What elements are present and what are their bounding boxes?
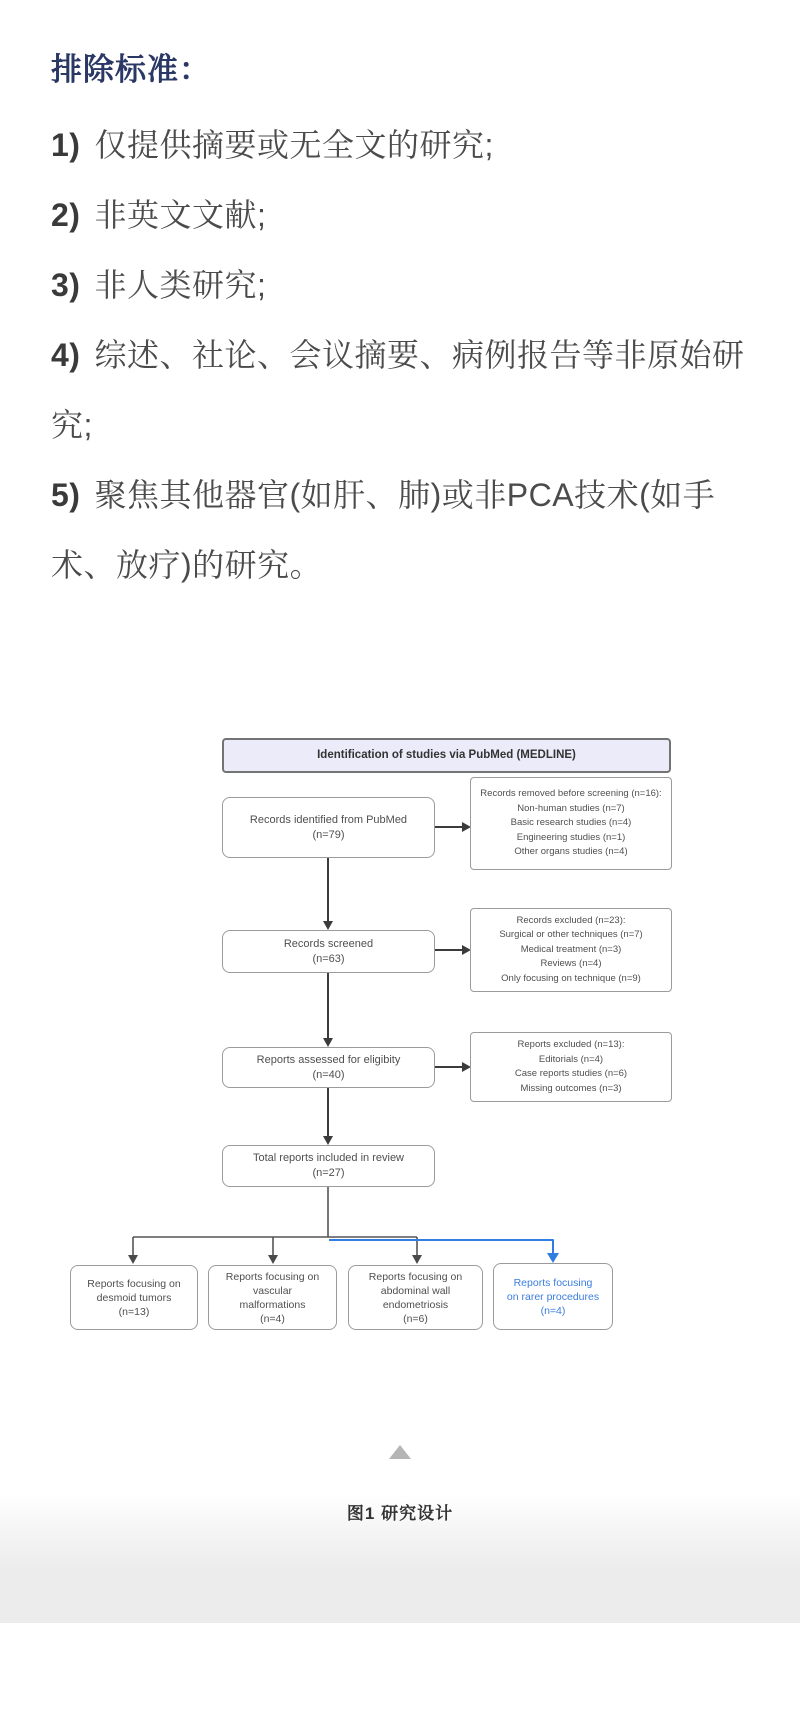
- flow-box-records-screened: [222, 930, 435, 973]
- box-line: Reports excluded (n=13):: [517, 1039, 625, 1050]
- arrowhead-icon: [323, 1038, 333, 1047]
- box-line: Medical treatment (n=3): [520, 943, 622, 955]
- box-line: endometriosis: [382, 1298, 449, 1311]
- box-line: (n=13): [118, 1305, 150, 1318]
- flow-box-vascular-malformations: [208, 1265, 337, 1330]
- box-line: Reports focusing on: [87, 1277, 181, 1290]
- box-line: Engineering studies (n=1): [516, 831, 626, 843]
- box-line: Editorials (n=4): [538, 1053, 604, 1065]
- box-line: Records removed before screening (n=16):: [480, 788, 662, 800]
- box-line: (n=4): [260, 1312, 285, 1325]
- flow-box-rarer-procedures: [493, 1263, 613, 1330]
- flow-box-reports-excluded: [470, 1032, 672, 1102]
- item-number: 5): [51, 477, 81, 513]
- box-line: Reports assessed for eligibity: [256, 1053, 401, 1066]
- item-number: 4): [51, 337, 81, 373]
- box-line: (n=63): [312, 952, 345, 965]
- box-line: Records screened: [283, 937, 374, 950]
- box-line: (n=79): [312, 828, 345, 841]
- flow-box-total-included: [222, 1145, 435, 1187]
- arrowhead-icon: [323, 921, 333, 930]
- flow-box-reports-assessed: [222, 1047, 435, 1088]
- collapse-triangle-icon[interactable]: [389, 1445, 411, 1459]
- flow-header-box: Identification of studies via PubMed (MEDLINE): [222, 738, 671, 773]
- box-line: Reports focusing on: [225, 1270, 320, 1283]
- box-line: (n=6): [403, 1312, 428, 1325]
- item-text: 综述、社论、会议摘要、病例报告等非原始研究;: [51, 337, 745, 443]
- flow-box-records-excluded: [470, 908, 672, 992]
- box-line: Reports focusing: [513, 1276, 593, 1289]
- arrowhead-icon: [128, 1255, 138, 1264]
- box-line: Total reports included in review: [252, 1152, 405, 1164]
- flow-box-abdominal-wall-endometriosis: [348, 1265, 483, 1330]
- box-line: Missing outcomes (n=3): [520, 1082, 622, 1094]
- item-text: 聚焦其他器官(如肝、肺)或非PCA技术(如手术、放疗)的研究。: [51, 477, 716, 583]
- flow-box-records-identified: [222, 797, 435, 858]
- box-line: (n=40): [312, 1068, 345, 1081]
- box-line: Non-human studies (n=7): [517, 802, 625, 814]
- box-line: Case reports studies (n=6): [514, 1068, 628, 1079]
- item-number: 3): [51, 267, 81, 303]
- box-line: Reviews (n=4): [540, 958, 602, 970]
- item-text: 仅提供摘要或无全文的研究;: [94, 127, 494, 163]
- blue-branch-line: [329, 1240, 553, 1254]
- box-line: Other organs studies (n=4): [514, 846, 628, 858]
- box-line: vascular: [252, 1284, 293, 1297]
- blue-arrowhead-icon: [547, 1253, 559, 1263]
- box-line: malformations: [239, 1298, 306, 1311]
- box-line: abdominal wall: [380, 1284, 451, 1297]
- box-line: Records excluded (n=23):: [516, 914, 626, 926]
- arrowhead-icon: [323, 1136, 333, 1145]
- arrowhead-icon: [268, 1255, 278, 1264]
- flow-box-desmoid-tumors: [70, 1265, 198, 1330]
- section-heading: 排除标准：: [51, 52, 211, 87]
- box-line: Reports focusing on: [368, 1270, 463, 1283]
- box-line: on rarer procedures: [506, 1290, 600, 1303]
- arrowhead-icon: [412, 1255, 422, 1264]
- box-line: Surgical or other techniques (n=7): [499, 929, 643, 941]
- figure-caption: 图1 研究设计: [346, 1504, 454, 1523]
- box-line: Basic research studies (n=4): [510, 817, 632, 829]
- box-line: (n=27): [312, 1167, 345, 1179]
- box-line: (n=4): [540, 1304, 566, 1317]
- box-line: Records identified from PubMed: [249, 813, 408, 826]
- item-number: 2): [51, 197, 81, 233]
- flow-box-records-removed: [470, 777, 672, 870]
- item-text: 非英文文献;: [94, 197, 267, 233]
- item-text: 非人类研究;: [94, 267, 267, 303]
- box-line: desmoid tumors: [96, 1291, 172, 1304]
- box-line: Only focusing on technique (n=9): [501, 972, 641, 984]
- item-number: 1): [51, 127, 81, 163]
